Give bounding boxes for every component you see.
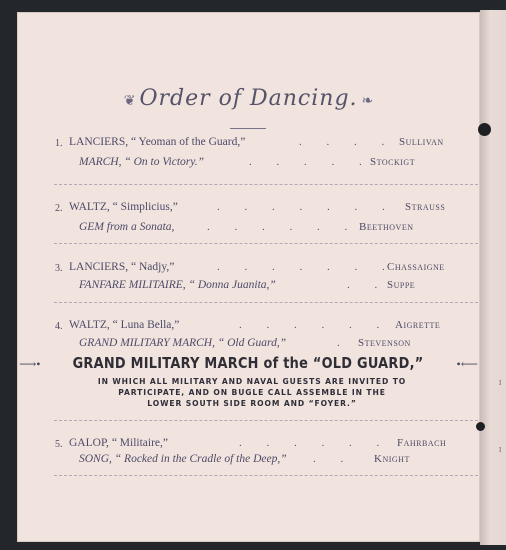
divider [54, 243, 478, 244]
composer: Knight [374, 453, 410, 465]
next-page-edge [480, 10, 506, 545]
divider [54, 475, 478, 476]
page-title: Order of Dancing. [139, 86, 358, 111]
page-header [17, 86, 480, 111]
grand-march-heading: ⟶• GRAND MILITARY MARCH of the “OLD GUARD,” •⟵ [19, 354, 478, 372]
composer: Fahrbach [397, 437, 447, 449]
flourish-left-icon: ❦ [123, 93, 136, 109]
composer: Aigrette [395, 319, 441, 331]
composer: Beethoven [359, 221, 414, 233]
dance-line: WALTZ, “ Luna Bella,” [69, 319, 180, 331]
music-line: GEM from a Sonata, [79, 221, 175, 233]
arrow-right-icon: •⟵ [456, 356, 478, 371]
music-line: GRAND MILITARY MARCH, “ Old Guard,” [79, 337, 287, 349]
dot-leaders: . . . . . . [239, 437, 391, 449]
dot-leaders: . . [347, 279, 389, 291]
composer: Stockigt [370, 156, 416, 168]
dance-line: WALTZ, “ Simplicius,” [69, 201, 178, 213]
arrow-left-icon: ⟶• [19, 356, 41, 371]
dot-leaders: . . [313, 453, 355, 465]
composer: Sullivan [399, 136, 444, 148]
dance-line: GALOP, “ Militaire,” [69, 437, 169, 449]
entry-number: 1. [55, 138, 63, 149]
binding-hole [476, 422, 485, 431]
dot-leaders: . . . . . . [239, 319, 391, 331]
program-page [17, 12, 480, 542]
dot-leaders: . . . . . [249, 156, 373, 168]
dot-leaders: . . . . . . . [217, 201, 396, 213]
composer: Suppe [387, 279, 416, 291]
flourish-right-icon: ❧ [361, 93, 374, 109]
title-underline [230, 128, 266, 129]
divider [54, 302, 478, 303]
music-line: SONG, “ Rocked in the Cradle of the Deep,” [79, 453, 287, 465]
binding-hole [478, 123, 491, 136]
entry-number: 3. [55, 263, 63, 274]
composer: Strauss [405, 201, 446, 213]
music-line: FANFARE MILITAIRE, “ Donna Juanita,” [79, 279, 276, 291]
dance-line: LANCIERS, “ Yeoman of the Guard,” [69, 136, 246, 148]
composer: Stevenson [358, 337, 411, 349]
divider [54, 420, 478, 421]
composer: Chassaigne [387, 261, 445, 273]
divider [54, 184, 478, 185]
dot-leaders: . [337, 337, 351, 349]
dot-leaders: . . . . . . . [217, 261, 396, 273]
dot-leaders: . . . . . . [207, 221, 359, 233]
grand-march-notice: IN WHICH ALL MILITARY AND NAVAL GUESTS ARE INVITED TO PARTICIPATE, AND ON BUGLE CALL ASSEMBLE IN THE LOWER SOUTH SIDE ROOM AND “FOYER.” [97, 377, 407, 408]
dot-leaders: . . . . [299, 136, 396, 148]
entry-number: 4. [55, 321, 63, 332]
dance-line: LANCIERS, “ Nadjy,” [69, 261, 175, 273]
edge-mark: I [499, 379, 502, 387]
edge-mark: I [499, 446, 502, 454]
entry-number: 5. [55, 439, 63, 450]
entry-number: 2. [55, 203, 63, 214]
music-line: MARCH, “ On to Victory.” [79, 156, 205, 168]
